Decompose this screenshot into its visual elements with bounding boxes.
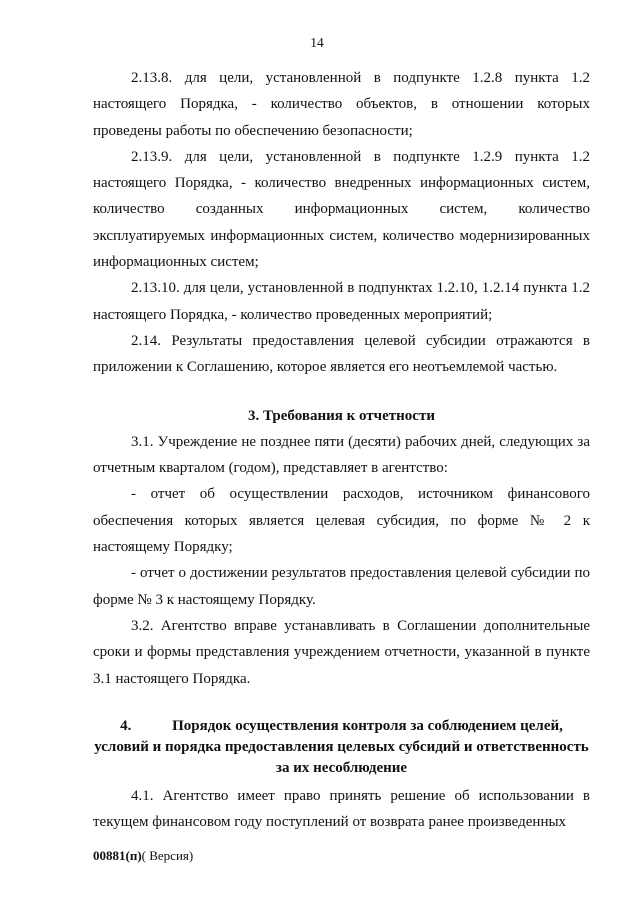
list-item-report-expenses: - отчет об осуществлении расходов, источником финансового обеспечения которых является целевая субсидия, по форме № 2 к настоящему Порядку; bbox=[93, 486, 590, 556]
paragraph-2-13-10: 2.13.10. для цели, установленной в подпунктах 1.2.10, 1.2.14 пункта 1.2 настоящего Порядка, - количество проведенных мероприятий; bbox=[93, 280, 590, 323]
document-body bbox=[93, 65, 590, 835]
paragraph-3-2: 3.2. Агентство вправе устанавливать в Соглашении дополнительные сроки и формы представления учреждением отчетности, указанной в пункте 3.1 настоящего Порядка. bbox=[93, 617, 590, 687]
section-4-heading bbox=[93, 716, 590, 779]
section-3-heading: 3. Требования к отчетности bbox=[248, 407, 435, 424]
document-code: 00881(п) bbox=[93, 848, 142, 863]
paragraph-2-13-9: 2.13.9. для цели, установленной в подпункте 1.2.9 пункта 1.2 настоящего Порядка, - количество внедренных информационных систем, количество созданных информационных систем, количество эксплуатируемых информационных систем, количество модернизированных информационных систем; bbox=[93, 148, 590, 271]
document-footer bbox=[93, 848, 193, 864]
section-4-heading-line3: за их несоблюдение bbox=[275, 759, 408, 776]
paragraph-2-14: 2.14. Результаты предоставления целевой субсидии отражаются в приложении к Соглашению, которое является его неотъемлемой частью. bbox=[93, 332, 590, 376]
paragraph-3-1: 3.1. Учреждение не позднее пяти (десяти) рабочих дней, следующих за отчетным кварталом (годом), представляет в агентство: bbox=[93, 433, 590, 477]
section-4-heading-line2: условий и порядка предоставления целевых субсидий и ответственность bbox=[94, 738, 589, 755]
document-version: ( Версия) bbox=[141, 848, 194, 863]
list-item-report-results: - отчет о достижении результатов предоставления целевой субсидии по форме № 3 к настоящему Порядку. bbox=[93, 565, 590, 608]
paragraph-4-1: 4.1. Агентство имеет право принять решение об использовании в текущем финансовом году поступлений от возврата ранее произведенных bbox=[93, 787, 590, 831]
page-number: 14 bbox=[310, 35, 324, 50]
section-4-heading-line1: 4. Порядок осуществления контроля за соблюдением целей, bbox=[93, 716, 590, 737]
paragraph-2-13-8: 2.13.8. для цели, установленной в подпункте 1.2.8 пункта 1.2 настоящего Порядка, - количество объектов, в отношении которых проведены работы по обеспечению безопасности; bbox=[93, 70, 590, 139]
section-4-number: 4. bbox=[120, 717, 132, 734]
